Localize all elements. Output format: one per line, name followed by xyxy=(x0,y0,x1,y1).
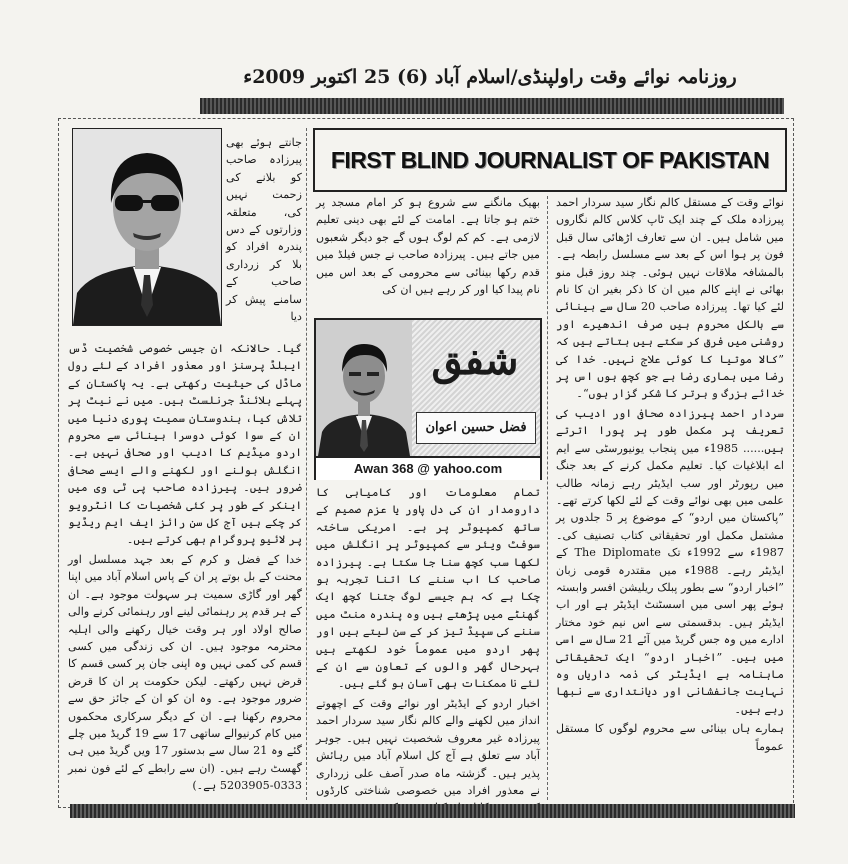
left-column-paragraph: گیا۔ حالانکہ ان جیسی خصوصی شخصیت ڈس ایبلڈ پرسنز اور معذور افراد کے لئے رول ماڈل کی حیثیت رکھتی ہے۔ یہ پاکستان کے پہلے بلائنڈ جرنلسٹ ہیں۔ میں نے نیٹ پر تلاش کیا، ہندوستان سمیت پوری دنیا میں ان کے سوا کوئی دوسرا بینائی سے محروم اردو میڈیم کا ادیب اور صحافی نہیں ہے۔ انگلش بولنے اور لکھنے والے ایسے صحافی ضرور ہیں۔ پیرزادہ صاحب پی ٹی وی میں اینکر کے طور پر کئی شخصیات کا انٹرویو کر چکے ہیں آج کل سن رائز ایف ایم ریڈیو پر لائیو پروگرام بھی کرتے ہیں۔ xyxy=(68,342,302,547)
right-column-paragraph: نوائے وقت کے مستقل کالم نگار سید سردار احمد پیرزادہ ملک کے چند ایک ٹاپ کلاس کالم نگاروں میں شامل ہیں۔ ان سے تعارف اڑھائی سال قبل فون پر ہوا اس کے بعد سے مسلسل رابطہ ہے۔ بالمشافہ ملاقات نہیں ہوئی۔ چند روز قبل منو بھائی نے اپنے کالم میں ان کا ذکر بغیر ان کا نام لئے کیا تھا۔ پیرزادہ صاحب 20 سال سے بینائی سے بالکل محروم ہیں صرف اندھیرے اور روشنی میں فرق کر سکتے ہیں بتاتے ہیں کہ ”کالا موتیا کا کوئی علاج نہیں۔ خدا کی رضا میں ہماری رضا ہے جو کچھ ہوں اس پر خدائے بزرگ و برتر کا شکر گزار ہوں“۔ xyxy=(556,196,784,401)
left-column-bottom xyxy=(68,340,302,800)
right-column-paragraph: ہمارے ہاں بینائی سے محروم لوگوں کا مستقل عموماً xyxy=(556,722,784,753)
columnist-byline xyxy=(314,318,542,480)
masthead: روزنامہ نوائے وقت راولپنڈی/اسلام آباد (6) 25 اکتوبر 2009ء xyxy=(243,66,737,88)
columnist-portrait-icon xyxy=(316,320,412,456)
left-column-paragraph: جانتے ہوئے بھی پیرزادہ صاحب کو بلانے کی زحمت نہیں کی، متعلقہ وزارتوں کے دس پندرہ افراد کو بلا کر زرداری صاحب کے سامنے پیش کر دیا xyxy=(226,136,302,324)
masthead-rule xyxy=(200,98,784,114)
right-column xyxy=(556,194,784,800)
middle-column-paragraph: بھیک مانگنے سے شروع ہو کر امام مسجد پر ختم ہو جاتا ہے۔ امامت کے لئے بھی دینی تعلیم لازمی ہے۔ کم کم لوگ ہوں گے جو دیگر شعبوں میں جاتے ہیں۔ پیرزادہ صاحب نے جس فیلڈ میں قدم رکھا بینائی سے محرومی کے بعد اس میں نام پیدا کیا اور کر رہے ہیں ان کی xyxy=(316,196,540,297)
middle-column-bottom xyxy=(316,484,540,800)
middle-column-paragraph: اخبار اردو کے ایڈیٹر اور نوائے وقت کے اچھوتے انداز میں لکھنے والے کالم نگار سید سردار احمد پیرزادہ غیر معروف شخصیت نہیں ہیں۔ جوہر آباد سے تعلق ہے آج کل اسلام آباد میں رہائش پذیر ہیں۔ گزشتہ ماہ صدر آصف علی زرداری نے معذور افراد میں خصوصی شناختی کارڈوں xyxy=(316,696,540,797)
middle-column-paragraph: تمام معلومات اور کامیابی کا دارومدار ان کی دل پاور یا عزم صمیم کے ساتھ کمپیوٹر پر ہے۔ امریکی ساختہ سوفٹ ویئر سے کمپیوٹر پر انگلش میں لکھا سب کچھ سنا جا سکتا ہے۔ پیرزادہ صاحب کا اب سننے کا اتنا تجربہ ہو چکا ہے کہ ہم جیسے لوگ جتنا کچھ ایک گھنٹے میں پڑھتے ہیں وہ پندرہ منٹ میں سننے کی سپیڈ تیز کر کے سن لیتے ہیں اور پھر اردو میں عموماً خود لکھتے ہیں بہرحال گھر والوں کے تعاون سے ان کے لئے نا ممکنات بھی آسان ہو گئے ہیں۔ xyxy=(316,486,540,691)
column-divider-right xyxy=(547,196,548,800)
columnist-email: Awan 368 @ yahoo.com xyxy=(316,456,540,480)
headline-box xyxy=(313,128,787,192)
left-column-top xyxy=(226,134,302,340)
column-divider-left xyxy=(306,128,307,800)
column-title: شفق xyxy=(431,337,519,384)
main-photo xyxy=(72,128,222,326)
portrait-photo-icon xyxy=(73,129,221,325)
middle-column-top xyxy=(316,194,540,314)
footer-rule xyxy=(70,804,795,818)
columnist-name: فضل حسین اعوان xyxy=(416,412,536,444)
left-column-paragraph: خدا کے فضل و کرم کے بعد جہد مسلسل اور محنت کے بل بوتے پر ان کے پاس اسلام آباد میں اپنا گھر اور گاڑی سمیت ہر سہولت موجود ہے۔ ان کے ہر قدم پر رہنمائی لینے اور رہنمائی کرنے والی صالح اولاد اور ہر وقت خیال رکھنے والی اہلیہ محترمہ موجود ہیں۔ ان کی زندگی میں کسی قسم کی کمی نہیں وہ اپنی جان پر کسی قسم کا قرض نہیں رکھتے۔ لیکن حکومت پر ان کا قرض ضرور موجود ہے۔ وہ ان کو ان کے جائز حق سے محروم رکھنا ہے۔ ان کے دیگر سرکاری محکموں میں کام کرنیوالے ساتھی 17 سے 19 گریڈ میں چلے گئے وہ 21 سال سے بدستور 17 ویں گریڈ میں ہی گھسٹ رہے ہیں۔ (ان سے رابطے کے لئے فون نمبر 0333-5203905 ہے۔) xyxy=(68,552,303,793)
headline: FIRST BLIND JOURNALIST OF PAKISTAN xyxy=(330,146,770,173)
right-column-paragraph: سردار احمد پیرزادہ صحافی اور ادیب کی تعریف پر مکمل طور پر پورا اترتے ہیں...... 1985ء میں پنجاب یونیورسٹی سے ایم اے ابلاغیات کیا۔ تعلیم مکمل کرنے کے بعد جنگ میں رپورٹر اور سب ایڈیٹر رہے زمانہ طالب علمی میں بھی نوائے وقت کے لئے لکھا کرتے تھے۔ ”پاکستان میں اردو“ کے موضوع پر 5 جلدوں پر مشتمل مکمل اور تحقیقاتی کتاب تصنیف کی۔ 1987ء سے 1992ء تک The Diplomate کے ایڈیٹر رہے۔ 1988ء میں مقتدرہ قومی زبان ”اخبار اردو“ سے بطور پبلک ریلیشن افسر وابستہ ہوئے پھر اسی میں اسسٹنٹ ایڈیٹر ہے اور اب ایڈیٹر ہیں۔ بدقسمتی سے اس نیم خود مختار ادارے میں وہ جس گریڈ میں آئے 21 سال سے اسی میں ہیں۔ ”اخبار اردو“ ایک تحقیقاتی ماہنامہ ہے ایڈیٹر کی ذمہ داریاں وہ نہایت جانفشانی اور دیانتداری سے نبھا رہے ہیں۔ xyxy=(556,406,785,716)
